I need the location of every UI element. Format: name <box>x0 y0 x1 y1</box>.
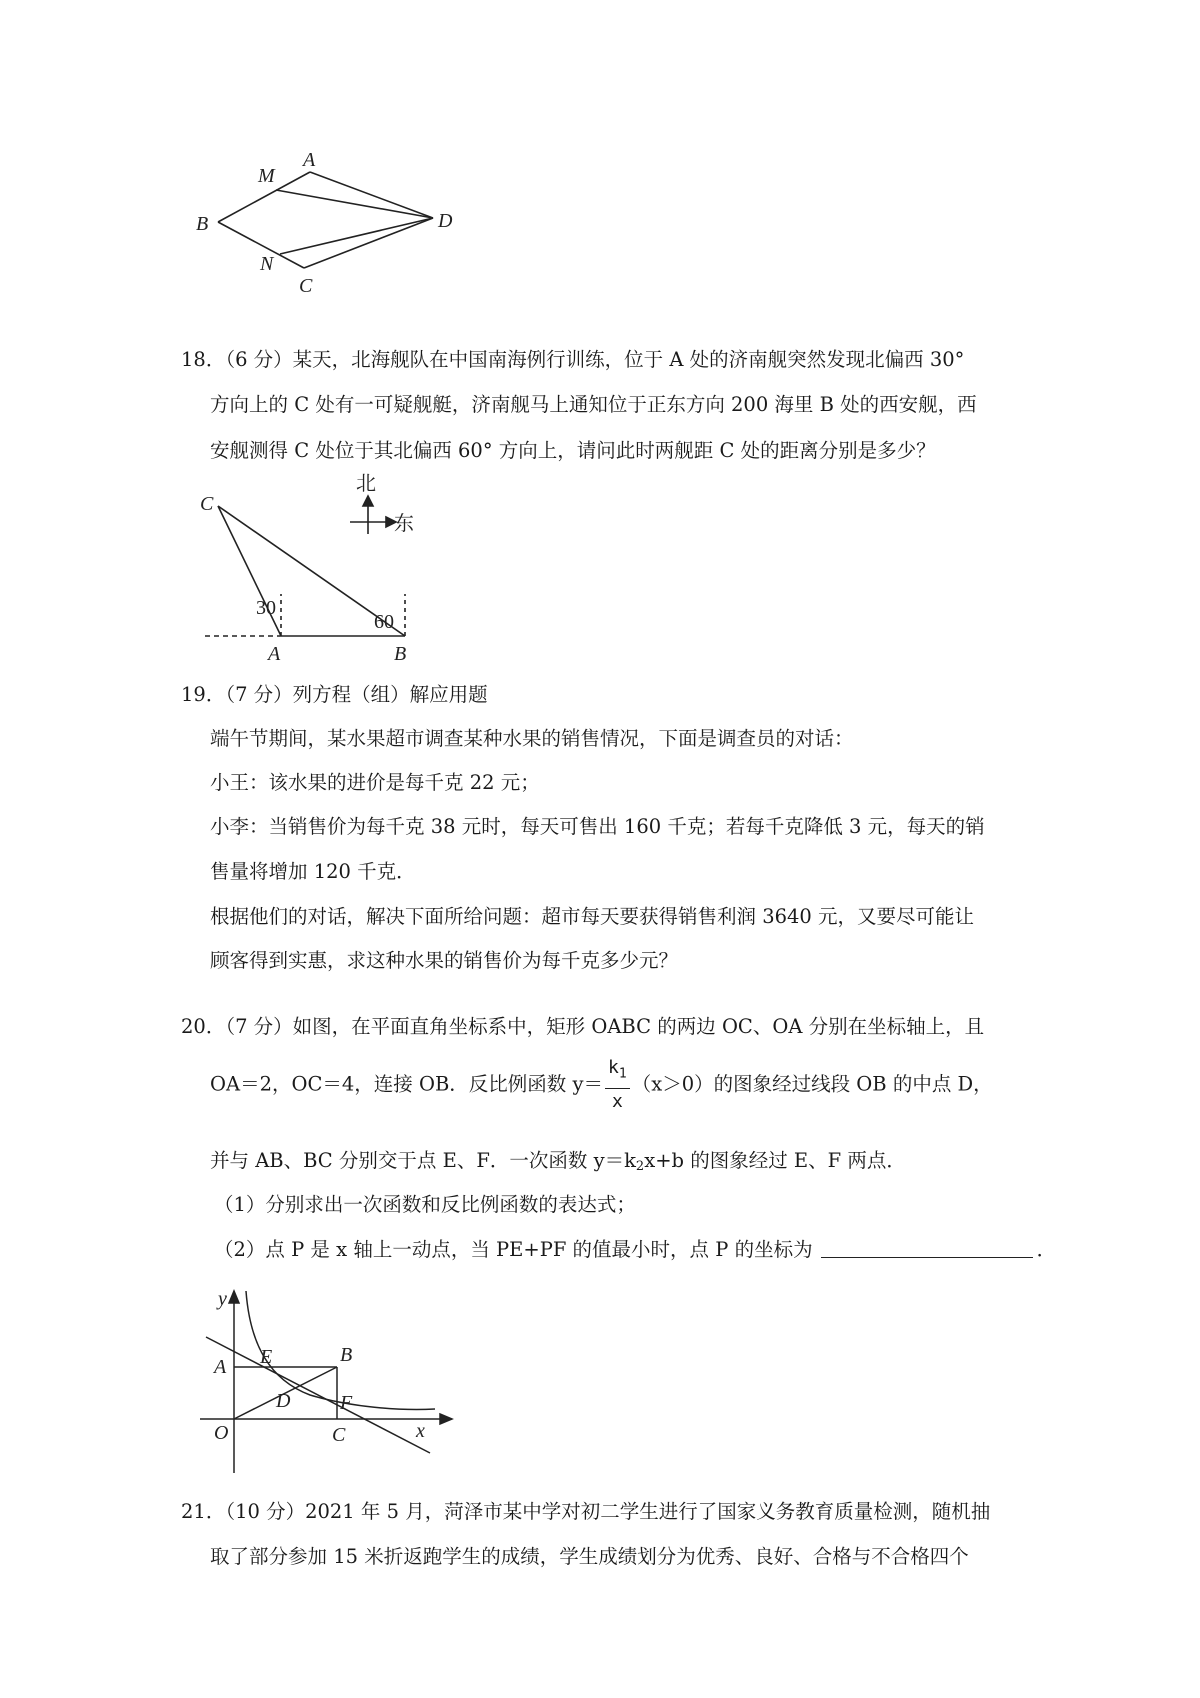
q20-line-3-sub: 2 <box>635 1159 645 1174</box>
q19-line-7: 顾客得到实惠，求这种水果的销售价为每千克多少元？ <box>210 949 679 972</box>
q20-part-2-end: ． <box>1036 1238 1057 1261</box>
answer-blank[interactable] <box>821 1239 1033 1258</box>
q19-line-3: 小王：该水果的进价是每千克 22 元； <box>210 771 540 794</box>
figure-20-axis-y: y <box>218 1288 227 1310</box>
figure-18-east-label: 东 <box>394 511 414 535</box>
figure-18-label-b: B <box>394 643 407 665</box>
fraction-numerator <box>605 1058 630 1089</box>
fraction-numerator-sub: 1 <box>618 1066 627 1082</box>
q19-line-1: 19．（7 分）列方程（组）解应用题 <box>181 683 488 706</box>
q20-line-3-end: x+b 的图象经过 E、F 两点． <box>644 1149 906 1172</box>
figure-17-lines <box>218 172 433 268</box>
figure-17-label-a: A <box>303 149 316 171</box>
q18-line-2: 方向上的 C 处有一可疑舰艇，济南舰马上通知位于正东方向 200 海里 B 处的西安舰，西 <box>210 393 977 416</box>
q19-line-5: 售量将增加 120 千克． <box>210 860 416 883</box>
figure-18-north-label: 北 <box>356 471 376 495</box>
figure-18-angle-60: 60 <box>374 611 394 633</box>
figure-17-label-b: B <box>196 213 209 235</box>
figure-17-label-d: D <box>438 210 453 232</box>
figure-18-label-a: A <box>268 643 281 665</box>
q21-line-2: 取了部分参加 15 米折返跑学生的成绩，学生成绩划分为优秀、良好、合格与不合格四个 <box>210 1545 969 1568</box>
figure-20-lines <box>200 1291 452 1473</box>
figure-18-ships <box>200 470 460 670</box>
figure-18-label-c: C <box>200 493 214 515</box>
q19-line-4: 小李：当销售价为每千克 38 元时，每天可售出 160 千克；若每千克降低 3 元，每天的销 <box>210 815 985 838</box>
figure-20-label-o: O <box>214 1422 229 1444</box>
q20-line-1: 20．（7 分）如图，在平面直角坐标系中，矩形 OABC 的两边 OC、OA 分别在坐标轴上，且 <box>181 1015 985 1038</box>
q19-line-6: 根据他们的对话，解决下面所给问题：超市每天要获得销售利润 3640 元，又要尽可能让 <box>210 905 975 928</box>
fraction-denominator: x <box>611 1090 623 1112</box>
q20-line-3-start: 并与 AB、BC 分别交于点 E、F．一次函数 y＝k <box>210 1149 636 1172</box>
figure-20-coordinate-plane <box>190 1285 480 1475</box>
q18-line-1: 18．（6 分）某天，北海舰队在中国南海例行训练，位于 A 处的济南舰突然发现北偏西 30° <box>181 348 965 371</box>
figure-20-label-f: F <box>340 1392 353 1414</box>
q20-line-2-end: （x＞0）的图象经过线段 OB 的中点 D， <box>631 1072 993 1096</box>
figure-17-label-n: N <box>260 253 274 275</box>
figure-20-label-e: E <box>260 1346 273 1368</box>
fraction-numerator-k: k <box>608 1057 619 1078</box>
figure-17-label-c: C <box>299 275 313 297</box>
figure-20-axis-x: x <box>416 1420 425 1442</box>
q20-part-2-text: （2）点 P 是 x 轴上一动点，当 PE+PF 的值最小时，点 P 的坐标为 <box>214 1238 813 1261</box>
q21-line-1: 21．（10 分）2021 年 5 月，菏泽市某中学对初二学生进行了国家义务教育质量检测，随机抽 <box>181 1500 991 1523</box>
figure-17-quadrilateral <box>196 149 453 320</box>
figure-18-angle-30: 30 <box>256 597 276 619</box>
q19-line-2: 端午节期间，某水果超市调查某种水果的销售情况，下面是调查员的对话： <box>210 727 854 750</box>
q20-line-2 <box>210 1058 993 1112</box>
q20-part-1: （1）分别求出一次函数和反比例函数的表达式； <box>214 1193 636 1216</box>
figure-20-label-d: D <box>276 1390 291 1412</box>
q20-line-3 <box>210 1146 906 1182</box>
q18-line-3: 安舰测得 C 处位于其北偏西 60° 方向上，请问此时两舰距 C 处的距离分别是多少？ <box>210 439 936 462</box>
figure-20-label-a: A <box>214 1356 227 1378</box>
figure-17-label-m: M <box>258 165 275 187</box>
q20-part-2 <box>214 1235 1056 1265</box>
figure-20-label-b: B <box>340 1344 353 1366</box>
inverse-function-fraction <box>605 1058 630 1112</box>
figure-20-label-c: C <box>332 1424 346 1446</box>
q20-line-2-start: OA＝2，OC＝4，连接 OB．反比例函数 y＝ <box>210 1072 604 1096</box>
